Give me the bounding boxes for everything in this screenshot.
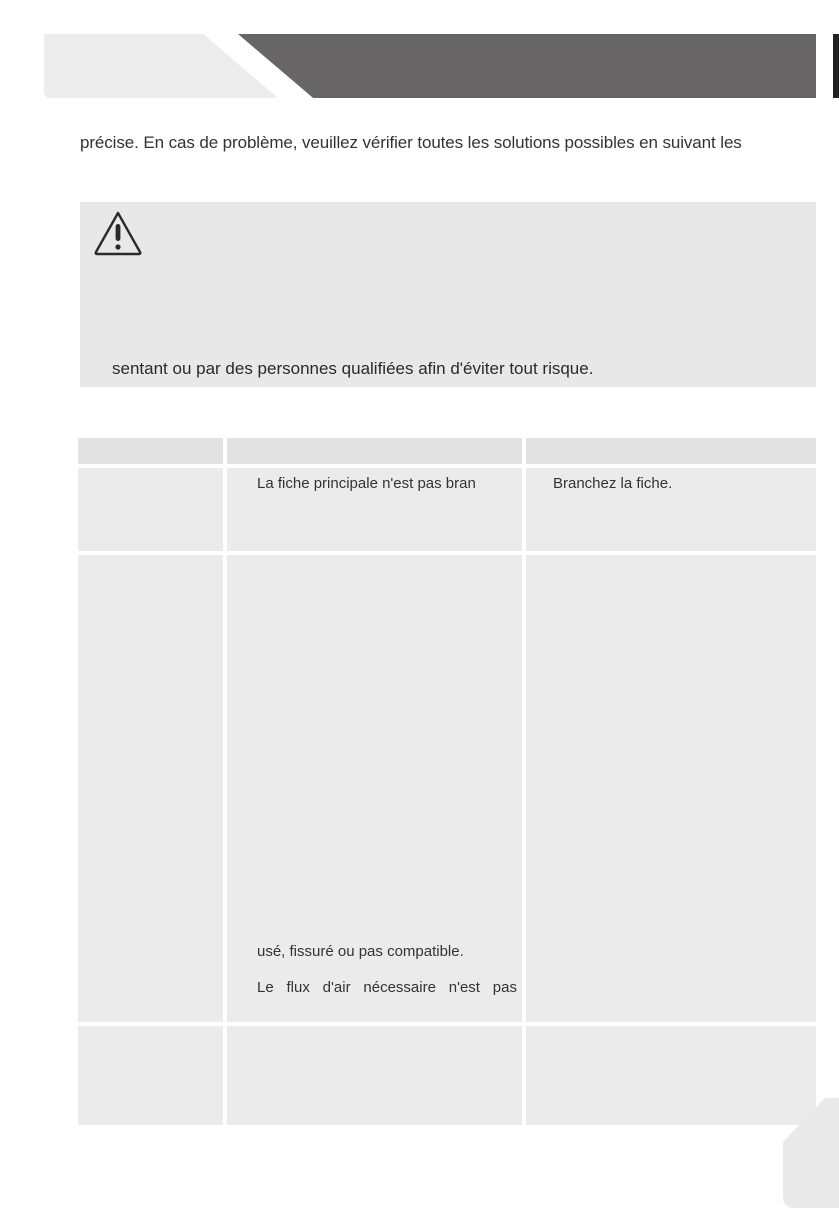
cause-line: Le flux d'air nécessaire n'est pas [257, 979, 517, 996]
solution-line: Branchez la fiche. [553, 475, 673, 492]
warning-box [80, 202, 816, 387]
header-cell-cause [227, 438, 522, 464]
table-cell-problem [78, 555, 223, 1022]
table-cell-cause [227, 1026, 522, 1125]
table-cell-solution [526, 555, 816, 1022]
intro-text: précise. En cas de problème, veuillez vérifier toutes les solutions possibles en suivant les [80, 133, 742, 152]
header-tab-light [44, 34, 278, 98]
header-banner-dark [238, 34, 816, 98]
table-cell-problem [78, 468, 223, 551]
warning-triangle-icon [92, 209, 144, 257]
header-cell-solution [526, 438, 816, 464]
table-cell-solution [526, 1026, 816, 1125]
table-cell-solution [526, 468, 816, 551]
header-cell-problem [78, 438, 223, 464]
table-cell-cause [227, 468, 522, 551]
cause-line: La fiche principale n'est pas bran [257, 475, 476, 492]
warning-text: sentant ou par des personnes qualifiées afin d'éviter tout risque. [112, 359, 594, 378]
cause-line: usé, fissuré ou pas compatible. [257, 943, 464, 960]
header-edge-mark [833, 34, 839, 98]
table-cell-cause [227, 555, 522, 1022]
table-cell-problem [78, 1026, 223, 1125]
